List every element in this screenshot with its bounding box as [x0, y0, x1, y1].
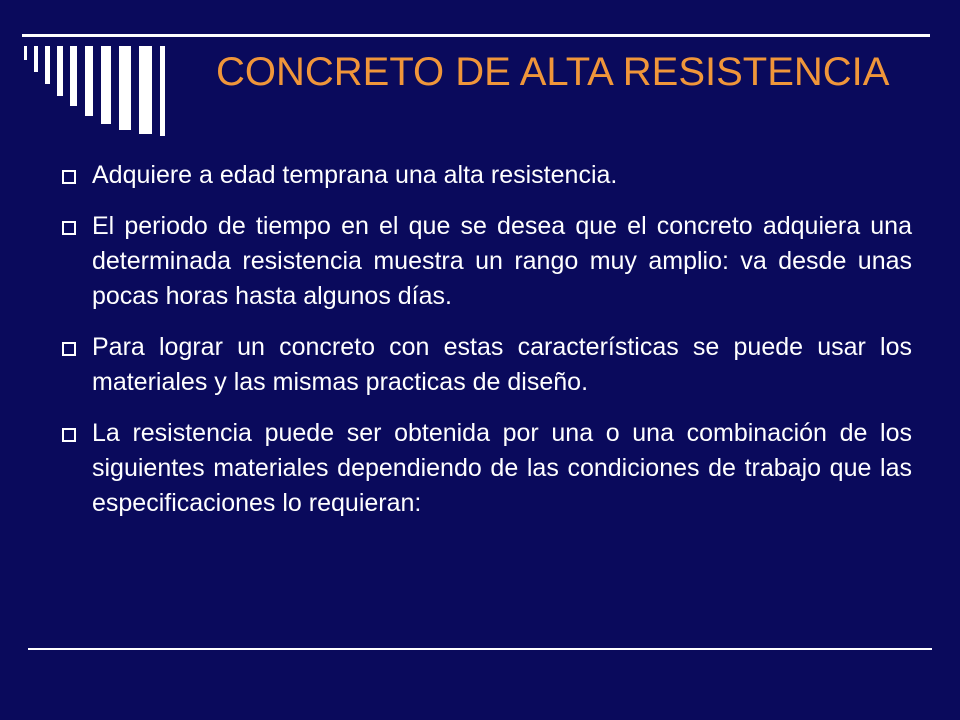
hollow-square-icon — [62, 221, 76, 235]
decoration-bar — [34, 46, 38, 72]
decoration-bar — [45, 46, 50, 84]
slide-title: CONCRETO DE ALTA RESISTENCIA — [216, 50, 890, 94]
bullet-item — [62, 209, 912, 314]
decoration-bar — [119, 46, 131, 130]
decoration-bar — [85, 46, 93, 116]
bullet-list — [62, 158, 912, 537]
decoration-bar — [139, 46, 152, 134]
bullet-item — [62, 158, 912, 193]
bullet-text: La resistencia puede ser obtenida por una o una combinación de los siguientes materiales dependiendo de las condiciones de trabajo que las especificaciones lo requieran: — [92, 419, 912, 517]
decoration-bar — [160, 46, 165, 136]
bottom-rule — [28, 648, 932, 650]
hollow-square-icon — [62, 170, 76, 184]
decoration-bar — [24, 46, 27, 60]
bullet-item — [62, 416, 912, 521]
bullet-text: El periodo de tiempo en el que se desea que el concreto adquiera una determinada resistencia muestra un rango muy amplio: va desde unas pocas horas hasta algunos días. — [92, 212, 912, 310]
decoration-bar — [57, 46, 63, 96]
hollow-square-icon — [62, 428, 76, 442]
decoration-bar — [101, 46, 111, 124]
decoration-bar — [70, 46, 77, 106]
hollow-square-icon — [62, 342, 76, 356]
bullet-item — [62, 330, 912, 400]
bullet-text: Para lograr un concreto con estas características se puede usar los materiales y las mismas practicas de diseño. — [92, 333, 912, 396]
bullet-text: Adquiere a edad temprana una alta resistencia. — [92, 161, 618, 189]
vertical-bars-decoration — [0, 0, 220, 160]
